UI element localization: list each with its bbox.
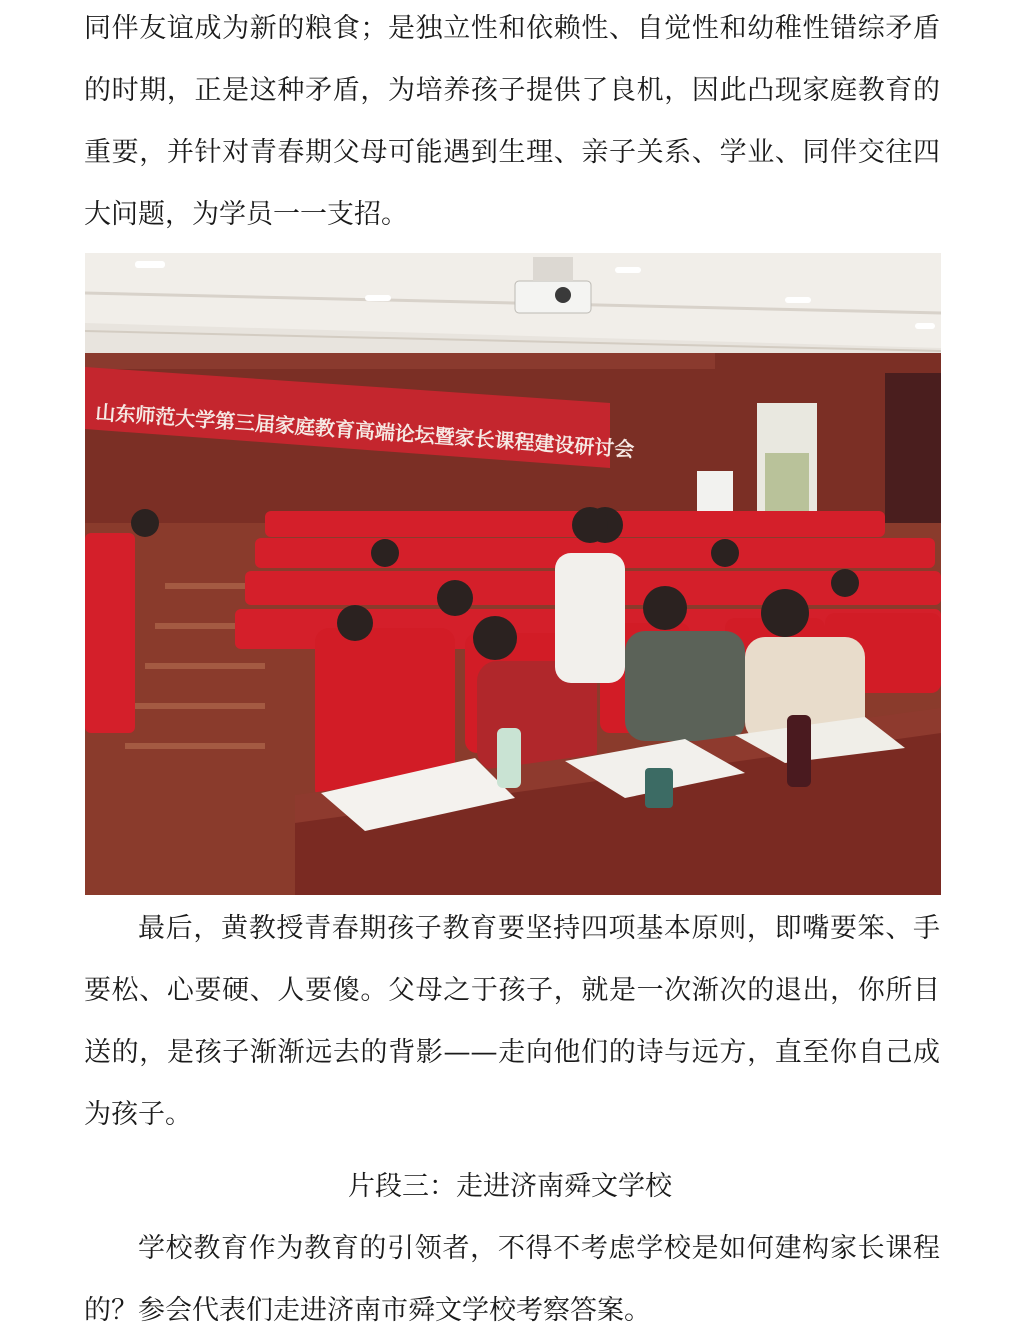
- paragraph-2: 最后，黄教授青春期孩子教育要坚持四项基本原则，即嘴要笨、手要松、心要硬、人要傻。父母之于孩子，就是一次渐次的退出，你所目送的，是孩子渐渐远去的背影——走向他们的诗与远方，直至你自己成为孩子。: [84, 913, 940, 1130]
- paragraph-1: 同伴友谊成为新的粮食；是独立性和依赖性、自觉性和幼稚性错综矛盾的时期，正是这种矛盾，为培养孩子提供了良机，因此凸现家庭教育的重要，并针对青春期父母可能遇到生理、亲子关系、学业、同伴交往四大问题，为学员一一支招。: [84, 13, 940, 230]
- section-heading: 片段三：走进济南舜文学校: [348, 1171, 672, 1202]
- conference-photo: [85, 253, 941, 895]
- paragraph-3: 学校教育作为教育的引领者，不得不考虑学校是如何建构家长课程的？参会代表们走进济南市舜文学校考察答案。: [84, 1233, 940, 1326]
- banner-text: 山东师范大学第三届家庭教育高端论坛暨家长课程建设研讨会: [94, 400, 636, 462]
